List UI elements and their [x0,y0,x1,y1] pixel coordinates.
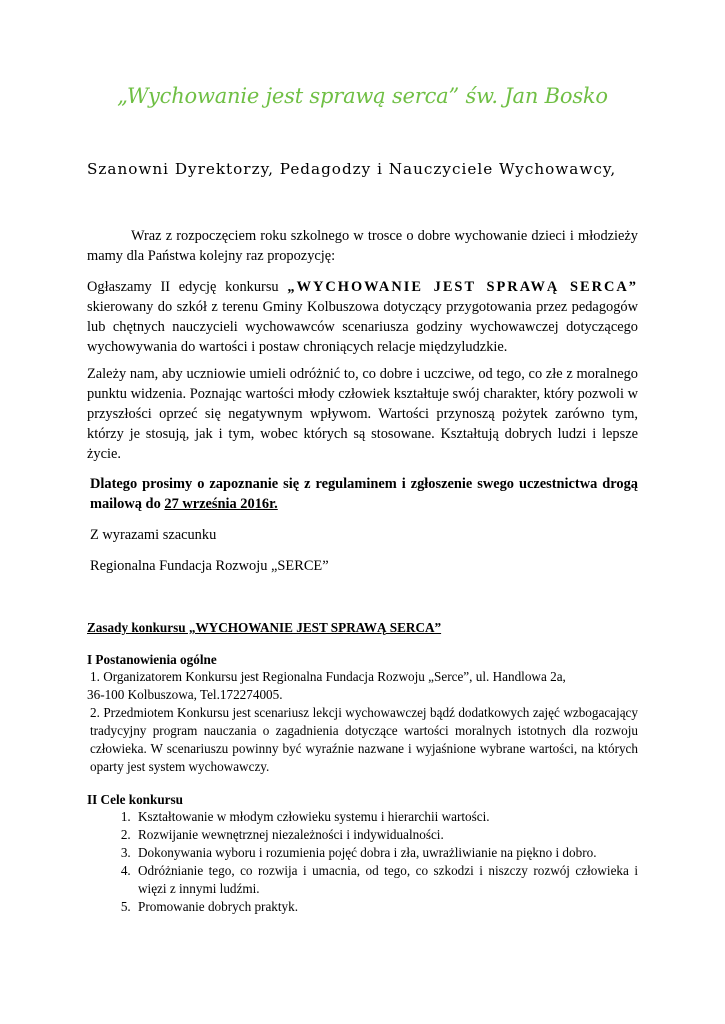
values-paragraph: Zależy nam, aby uczniowie umieli odróżnić to, co dobre i uczciwe, od tego, co złe z moralnego punktu widzenia. Poznając wartości młody człowiek kształtuje swój charakter, który pozwoli w przyszłości oprzeć się negatywnym wpływom. Wartości przynoszą pożytek zarówno tym, którzy je stosują, jak i tym, wobec których są stosowane. Kształtują dobrych ludzi i lepsze życie. [87,366,638,462]
contest-name: „WYCHOWANIE JEST SPRAWĄ SERCA” [287,279,638,295]
goal-item: 1. Kształtowanie w młodym człowieku systemu i hierarchii wartości. [134,808,638,826]
section1-point1-line1: 1. Organizatorem Konkursu jest Regionalna Fundacja Rozwoju „Serce”, ul. Handlowa 2a, [90,669,566,684]
section2-title: II Cele konkursu [87,792,184,807]
salutation: Szanowni Dyrektorzy, Pedagodzy i Nauczyciele Wychowawcy, [87,160,617,178]
goal-item: 5. Promowanie dobrych praktyk. [134,898,638,916]
section1-point1-line2: 36-100 Kolbuszowa, Tel.172274005. [87,687,283,702]
goals-list [87,808,638,916]
deadline-date: 27 września 2016r. [164,496,278,512]
section1-point2: 2. Przedmiotem Konkursu jest scenariusz lekcji wychowawczej bądź dodatkowych zajęć wzbogacający tradycyjny program nauczania o zagadnienia dotyczące wartości moralnych istotnych dla rozwoju człowieka. W scenariuszu powinny być wyraźnie nazwane i wyjaśnione wybrane wartości, na których oparty jest system wychowawczy. [90,705,638,774]
regards-line: Z wyrazami szacunku [90,527,217,543]
section1-title: I Postanowienia ogólne [87,652,217,667]
announcement-prefix: Ogłaszamy II edycję konkursu [87,279,279,295]
request-text: Dlatego prosimy o zapoznanie się z regulaminem i zgłoszenie swego uczestnictwa drogą mailową do [90,476,638,512]
announcement-rest: skierowany do szkół z terenu Gminy Kolbuszowa dotyczący przygotowania przez pedagogów lub chętnych nauczycieli wychowawców scenariusza godziny wychowawczej dotyczącego wychowywania do wartości i postaw chroniących relacje międzyludzkie. [87,299,638,355]
rules-title: Zasady konkursu „WYCHOWANIE JEST SPRAWĄ SERCA” [87,620,442,635]
motto-heading: „Wychowanie jest sprawą serca” św. Jan Bosko [117,84,608,108]
goal-item: 3. Dokonywania wyboru i rozumienia pojęć dobra i zła, uwrażliwianie na piękno i dobro. [134,844,638,862]
signature-line: Regionalna Fundacja Rozwoju „SERCE” [90,558,329,574]
request-paragraph [87,474,638,514]
intro-paragraph: Wraz z rozpoczęciem roku szkolnego w trosce o dobre wychowanie dzieci i młodzieży mamy dla Państwa kolejny raz propozycję: [87,228,638,264]
goal-item: 4. Odróżnianie tego, co rozwija i umacnia, od tego, co szkodzi i niszczy rozwój człowieka i więzi z innymi ludźmi. [134,862,638,898]
announcement-paragraph [87,277,638,357]
goal-item: 2. Rozwijanie wewnętrznej niezależności i indywidualności. [134,826,638,844]
